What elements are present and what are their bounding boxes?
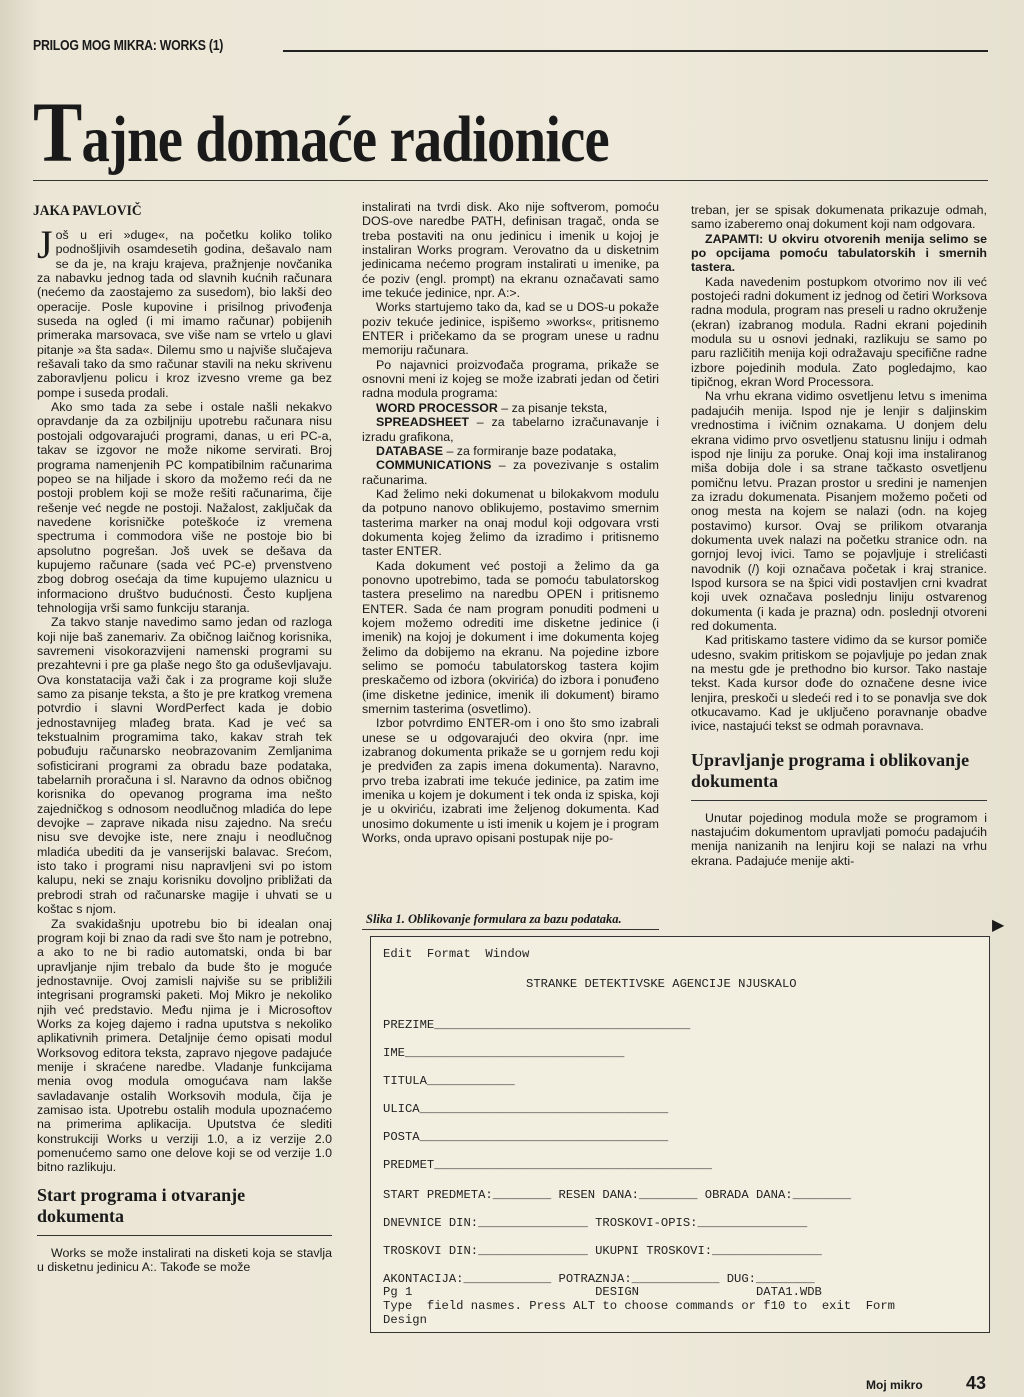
- form-field: PREZIME___________________________________: [383, 1018, 691, 1032]
- form-field: IME______________________________: [383, 1046, 625, 1060]
- text-column-2: [362, 200, 659, 845]
- subheading: Start programa i otvaranje dokumenta: [37, 1184, 246, 1226]
- subheading: Upravljanje programa i oblikovanje dokumenta: [691, 749, 970, 791]
- form-field: TITULA____________: [383, 1074, 515, 1088]
- paragraph: Kad želimo neki dokumenat u bilokakvom modulu da potpuno nanovo oblikujemo, postavimo smernim tasterima marker na onaj modul koji odgovara vrsti dokumenta kojeg želimo da izradimo i pritisnemo taster ENTER.: [362, 486, 659, 559]
- paragraph: Kad pritiskamo tastere vidimo da se kursor pomiče udesno, svakim pritiskom se pojavljuje po jedan znak na mestu gde je prethodno bio kursor. Tako nastaje tekst. Kada kursor dođe do označene desne ivice lenjira, preskoči u sledeći red i to se ponavlja sve dok otkucavamo. Kad je uključeno poravnanje obadve ivice, nastajući tekst se odmah poravnava.: [691, 633, 987, 734]
- article-title: [33, 84, 609, 180]
- status-line: Pg 1 DESIGN DATA1.WDB: [383, 1285, 822, 1299]
- module-desc: – za pisanje teksta,: [497, 400, 608, 415]
- module-name: SPREADSHEET: [376, 415, 469, 430]
- publication-name: Moj mikro: [866, 1378, 923, 1392]
- text-column-1: [37, 222, 332, 1275]
- paragraph: [37, 222, 332, 400]
- paragraph: Na vrhu ekrana vidimo osvetljenu letvu s imenima padajućih menija. Ispod nje je lenjir s daljinskim vrednostima i ivičnim oznakama. U donjem delu ekrana vidimo prvo osvetljenu statusnu liniju i odmah ispod nje liniju za poruke. Onaj koji ima instaliranog miša dobija dole i sa strane tačkasto osvetljenu pomičnu letvu. Prazan prostor u sredini je namenjen za izradu dokumenata. Pisanjem možemo početi od onog mesta na kojem se nalazi (odn. na kojeg postavimo) kursor. Ovaj se prilikom otvaranja dokumenta uvek nalazi na početku stranice odn. na gornjoj levoj ivici. Tamo se pojavljuje i strelićasti navodnik (/) koji označava početak i kraj stranice. Ispod kursora se na špici vidi postavljen crni kvadrat koji uvek označava poslednju liniju ostvarenog dokumenta (i kada je prazna) odn. poslednji otvoreni red dokumenta.: [691, 389, 987, 633]
- title-rest: ajne domaće radionice: [81, 103, 609, 176]
- form-field: AKONTACIJA:____________ POTRAZNJA:____________ DUG:________: [383, 1272, 815, 1286]
- caption-rule: [362, 929, 659, 930]
- title-rule: [33, 180, 988, 181]
- menu-option: [362, 458, 659, 487]
- module-desc: – za formiranje baze podataka,: [443, 443, 617, 458]
- paragraph: Unutar pojedinog modula može se programom i nastajućim dokumentom upravljati pomoću padajućih menija nanizanih na lenjiru koji se nalazi na vrhu ekrana. Padajuće menije akti-: [691, 810, 987, 868]
- paragraph: Za takvo stanje navedimo samo jedan od razloga koji nije baš zanemariv. Za običnog laičnog korisnika, savremeni visokorazvijeni namenski programi su prezahtevni i pre ga plaše nego što ga oduševljavaju. Ova konstatacija važi čak i za programe koji služe samo za pisanje teksta, a što je pre kratkog vremena potvrdio i slavni WordPerfect kada je dobio jednostavnijeg mlađeg brata. Kad je već sa tekstualnim programima tako, kakav strah tek pobuđuju računarsko neobrazovanim Zemljanima sofisticirani programi za obradu baze podataka, tabelarnih proračuna i sl. Naravno da odnos običnog korisnika do opevanog programa ima nešto zajedničkog s odnosom neodlučnog mladića do lepe devojke – zaprave nikada nisu zajedno. Na sreću nisu sve devojke iste, nere znaju i neodlučnog mladića ubediti da je vanserijski balavac. Srećom, isto tako i programi nisu napravljeni svi po istom kalupu, neki se znaju korisniku dovoljno približati da prebrodi strah od računarske magije i uhvati se u koštac s njom.: [37, 615, 332, 917]
- text-column-3: [691, 203, 987, 868]
- remember-note: ZAPAMTI: U okviru otvorenih menija selimo se po opcijama pomoću tabulatorskih i smernih tastera.: [691, 231, 987, 275]
- paragraph: Po najavnici proizvođača programa, prikaže se osnovni meni iz kojeg se može izabrati jedan od četiri radna modula programa:: [362, 357, 659, 401]
- paragraph: Works se može instalirati na disketi koja se stavlja u disketnu jedinicu A:. Takođe se može: [37, 1245, 332, 1275]
- module-desc: – za povezivanje s ostalim računarima.: [362, 458, 659, 487]
- menu-bar: Edit Format Window: [383, 947, 530, 961]
- menu-option: [362, 415, 659, 444]
- drop-cap: J: [37, 222, 53, 267]
- form-field: TROSKOVI DIN:_______________ UKUPNI TROSKOVI:_______________: [383, 1244, 822, 1258]
- form-field: DNEVNICE DIN:_______________ TROSKOVI-OPIS:_______________: [383, 1216, 808, 1230]
- paragraph: Works startujemo tako da, kad se u DOS-u pokaže poziv tekuće jedinice, ispišemo »works«, pritisnemo ENTER i pričekamo da se program unese u radnu memoriju računara.: [362, 300, 659, 358]
- menu-option: [362, 401, 659, 415]
- works-screen-figure: [370, 936, 990, 1333]
- author-byline: JAKA PAVLOVIČ: [33, 203, 142, 219]
- paragraph: Kada navedenim postupkom otvorimo nov ili već postojeći radni dokument iz jednog od četiri Worksova radna modula, program nas preseli u radno okruženje (ekran) izabranog modula. Radni ekrani pojedinih modula su u osnovi jednaki, razlikuju se samo po paru različitih menija koji odražavaju specifične radne izbore pojedinih modula. Zato pogledajmo, kao tipičnog, ekran Word Processora.: [691, 274, 987, 390]
- continue-arrow-icon: ▶: [992, 917, 1005, 934]
- section-header: [33, 37, 988, 59]
- page-number: 43: [966, 1373, 987, 1393]
- form-field: POSTA__________________________________: [383, 1130, 669, 1144]
- menu-option: [362, 444, 659, 458]
- form-field: ULICA__________________________________: [383, 1102, 669, 1116]
- message-line: Design: [383, 1313, 427, 1327]
- form-field: PREDMET______________________________________: [383, 1158, 713, 1172]
- header-rule: [283, 50, 988, 52]
- module-name: COMMUNICATIONS: [376, 458, 492, 473]
- message-line: Type field nasmes. Press ALT to choose commands or f10 to exit Form: [383, 1299, 895, 1313]
- figure-caption: Slika 1. Oblikovanje formulara za bazu podataka.: [366, 912, 622, 926]
- paragraph: Ako smo tada za sebe i ostale našli nekakvo opravdanje da za ozbiljniju upotrebu računara nisu postojali odgovarajući programi, danas, u eri PC-a, takav se izgovor ne može nikome servirati. Broj programa namenjenih PC kompatibilnim računarima popeo se na hiljade i skoro da možemo reći da ne postoji problem koji se može rešiti računarima, čije rešenje već negde ne postoji. Nažalost, zaključak da navedene korisničke poteškoće iz vremena spectruma i commodora više ne postoje bio bi apsolutno pogrešan. Još uvek se dešava da kupujemo računare (sada već PC-e) prvenstveno zbog dobrog osećaja da time kupujemo ulaznicu u informaciono društvo budućnosti. Često kupljena tehnologija vrši samo funkciju staranja.: [37, 400, 332, 615]
- module-name: DATABASE: [376, 443, 443, 458]
- subheading-rule: [691, 800, 987, 801]
- module-desc: – za tabelarno izračunavanje i izradu grafikona,: [362, 415, 659, 444]
- paragraph: Kada dokument već postoji a želimo da ga ponovno upotrebimo, tada se pomoću tabulatorskog tastera preselimo na naredbu OPEN i pritisnemo ENTER. Sada će nam program ponuditi podmeni u kojem možemo odrediti ime disketne jedinice (i imenik) na kojoj je dokument i ime dokumenta kojeg želimo da dobijemo na ekranu. Na pojedine izbore selimo se pomoću tabulatorskog tastera kojim preskačemo od izbora (okvirića) do izbora i ponuđeno (ime disketne jedinice, imenik ili dokument) biramo smernim tasterima (osvetlimo).: [362, 558, 659, 717]
- subheading-rule: [37, 1235, 332, 1236]
- section-header-text: PRILOG MOG MIKRA: WORKS (1): [33, 37, 224, 54]
- paragraph: instalirati na tvrdi disk. Ako nije softverom, pomoću DOS-ove naredbe PATH, definisan tragač, onda se treba postaviti na onu jedinicu i imenik u kojoj je instaliran Works program. Verovatno da u disketnim jedinicama nećemo program instalirati u imenike, pa će poziv (engl. prompt) na ekranu označavati samo ime tekuće jedinice, npr. A:>.: [362, 200, 659, 301]
- module-name: WORD PROCESSOR: [376, 400, 498, 415]
- form-field: START PREDMETA:________ RESEN DANA:________ OBRADA DANA:________: [383, 1188, 852, 1202]
- form-heading: STRANKE DETEKTIVSKE AGENCIJE NJUSKALO: [526, 977, 797, 991]
- paragraph-text: oš u eri »duge«, na početku koliko toliko podnošljivih osamdesetih godina, dešavalo nam se da je, na kraju krajeva, pražnjenje novčanika za nabavku jednog tada od slavnih kućnih računara (nećemo da zaostajemo za susedom), bio lakši deo operacije. Posle kupovine i prisilnog privođenja suseda na ogled (i mi imamo računar) pobijenih primeraka marsovaca, sve više nam se vrtelo u glavi pitanje »a šta sada«. Dilemu smo u najviše slučajeva rešavali tako da smo računar stavili na neku skrivenu zaboravljenu policu i kroz izvesno vreme ga bez pompe i suseda prodali.: [37, 228, 332, 400]
- paragraph: Za svakidašnju upotrebu bio bi idealan onaj program koji bi znao da radi sve što nam je potrebno, a ako to ne bi radio automatski, onda bi bar upravljanje njim trebalo da bude što je moguće jednostavnije. Ovoj zamisli najviše su se približili integrisani programski paketi. Moj Mikro je nekoliko njih već predstavio. Među njima je i Microsoftov Works za kojeg dajemo i radna uputstva s nekoliko aplikativnih primera. Detaljnije ćemo opisati modul Worksovog editora teksta, zapravo njegove padajuće menije i skraćene naredbe. Vladanje funkcijama menia ovog modula omogućava nam lakše savladavanje ostalih Worksovih modula, čija je zamisao ista. Upotrebu ostalih modula upoznaćemo na primerima aplikacija. Uputstva će slediti konstrukciji Works u verziji 1.0, a iz verzije 2.0 pomenućemo samo one delove koji se od verzije 1.0 bitno razlikuju.: [37, 916, 332, 1175]
- title-initial: T: [33, 84, 82, 180]
- paragraph: Izbor potvrdimo ENTER-om i ono što smo izabrali unese se u odgovarajući deo okvira (npr. ime izabranog dokumenta prikaže se u gornjem redu koji je predviđen za zapis imena dokumenta). Naravno, prvo treba izabrati ime tekuće jedinice, pa zatim ime imenika u kojem je dokument i tek onda iz spiska, koji je u okviriću, izabrati ime željenog dokumenta. Kad unosimo dokumente u isti imenik u kojem je i program Works, onda upravo opisani postupak nije po-: [362, 716, 659, 846]
- paragraph: treban, jer se spisak dokumenata prikazuje odmah, samo izaberemo onaj dokument koji nam odgovara.: [691, 203, 987, 232]
